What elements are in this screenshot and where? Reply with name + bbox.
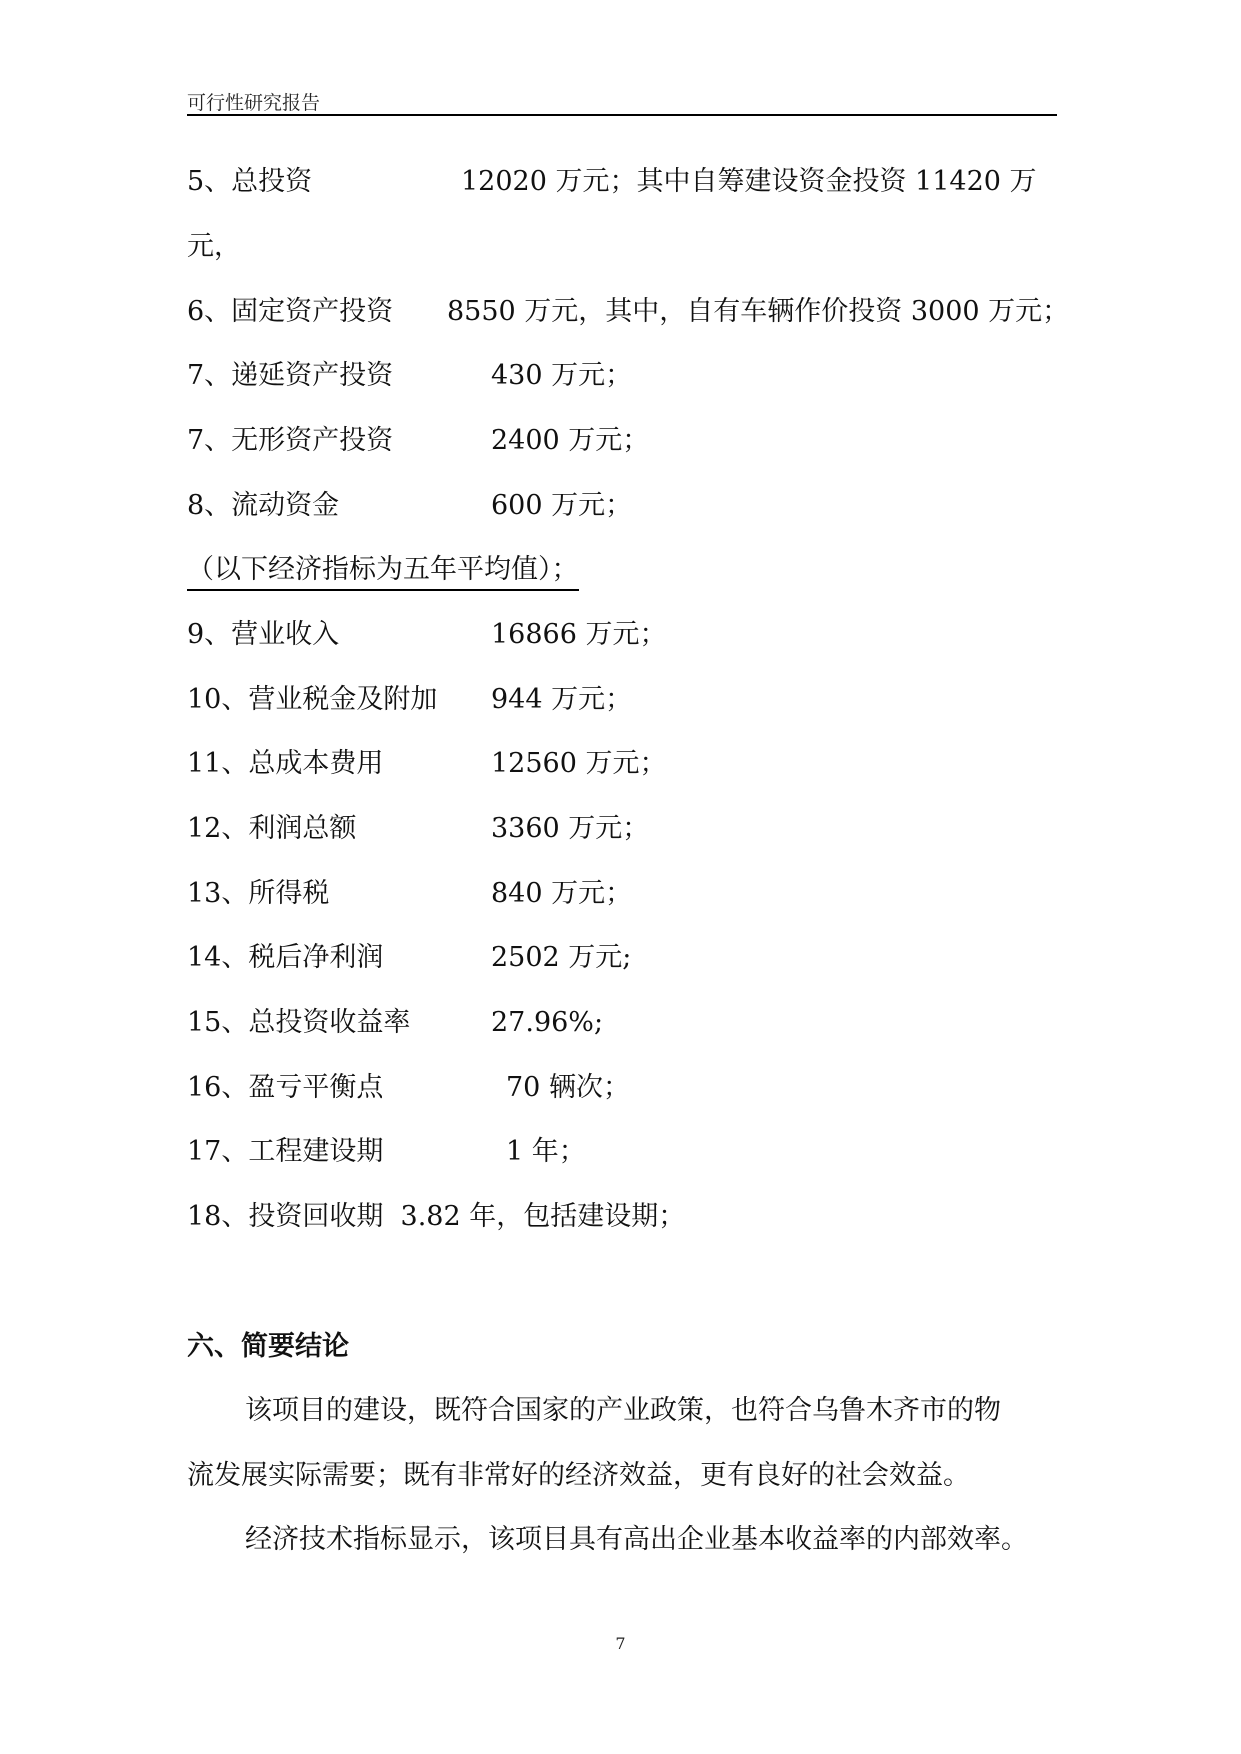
header-rule: [187, 114, 1057, 116]
item-label: 14、税后净利润: [187, 942, 384, 973]
item-value: 2400 万元；: [491, 425, 650, 456]
item-label: 7、递延资产投资: [187, 360, 394, 391]
item-value: 27.96%;: [491, 1007, 604, 1038]
item-label: 8、流动资金: [187, 490, 340, 521]
item-label: 7、无形资产投资: [187, 425, 394, 456]
conclusion-para-1-line-1: 该项目的建设，既符合国家的产业政策，也符合乌鲁木齐市的物: [245, 1395, 1001, 1426]
item-label: 17、工程建设期: [187, 1136, 384, 1167]
item-label: 16、盈亏平衡点: [187, 1072, 384, 1103]
running-header: 可行性研究报告: [187, 92, 321, 114]
average-note-text: （以下经济指标为五年平均值）；: [187, 554, 579, 591]
item-label: 9、营业收入: [187, 619, 340, 650]
item-5: [187, 166, 1037, 197]
item-label: 5、总投资: [187, 166, 313, 197]
conclusion-para-2: 经济技术指标显示，该项目具有高出企业基本收益率的内部效率。: [245, 1524, 1028, 1555]
item-value: 70 辆次；: [506, 1072, 630, 1103]
section-title: 六、简要结论: [187, 1331, 349, 1362]
item-value: 430 万元；: [491, 360, 633, 391]
item-value: 1 年；: [506, 1136, 586, 1167]
item-label: 13、所得税: [187, 878, 330, 909]
item-value: 12020 万元；其中自筹建设资金投资 11420 万: [461, 166, 1037, 197]
item-value: 3360 万元；: [491, 813, 650, 844]
item-label: 6、固定资产投资: [187, 296, 394, 327]
item-6: [187, 296, 1070, 327]
item-value: 2502 万元;: [491, 942, 632, 973]
item-18: 18、投资回收期 3.82 年，包括建设期；: [187, 1201, 686, 1232]
item-label: 15、总投资收益率: [187, 1007, 411, 1038]
average-note: [187, 556, 579, 583]
item-value: 600 万元；: [491, 490, 633, 521]
item-5-continuation: 元，: [187, 231, 241, 262]
item-value: 16866 万元；: [491, 619, 667, 650]
item-value: 12560 万元；: [491, 748, 667, 779]
item-value: 944 万元；: [491, 684, 633, 715]
conclusion-para-1-line-2: 流发展实际需要；既有非常好的经济效益，更有良好的社会效益。: [187, 1460, 970, 1491]
item-label: 10、营业税金及附加: [187, 684, 438, 715]
page-number: 7: [615, 1634, 626, 1653]
item-value: 840 万元；: [491, 878, 633, 909]
item-value: 8550 万元，其中，自有车辆作价投资 3000 万元；: [447, 296, 1070, 327]
item-label: 12、利润总额: [187, 813, 357, 844]
item-label: 11、总成本费用: [187, 748, 384, 779]
